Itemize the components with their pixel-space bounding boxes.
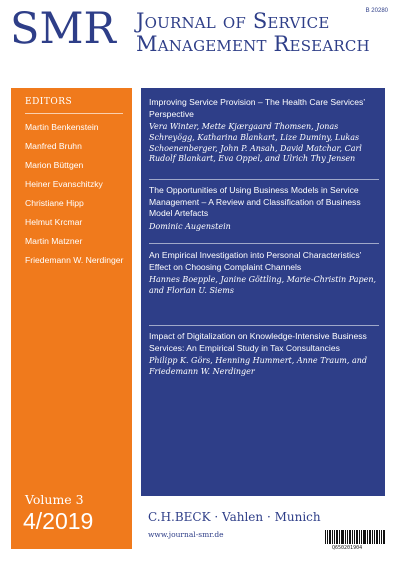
article-authors: Vera Winter, Mette Kjærgaard Thomsen, Jonas Schreyögg, Katharina Blankart, Lize Duminy, Lukas Schoenenberger, John P. Ansah, David Matchar, Carl Rudolf Blankart, Eva Oppel, and Ulrich Thy Jensen [149, 122, 362, 164]
article-title: The Opportunities of Using Business Models in Service Management – A Review and Classification of Business Model Artefacts [149, 185, 361, 218]
editors-list [25, 122, 129, 274]
article-entry [149, 97, 379, 165]
barcode-number: Q650201904 [332, 545, 363, 551]
article-entry [149, 185, 379, 232]
journal-title-line-1: Journal of Service [136, 9, 330, 33]
editor-name: Christiane Hipp [25, 198, 84, 208]
volume-label: Volume 3 [25, 492, 84, 507]
article-divider [149, 243, 379, 244]
editors-divider [25, 113, 123, 114]
issn-code: B 20280 [365, 8, 388, 14]
editors-panel [11, 88, 132, 549]
masthead [0, 0, 400, 88]
publisher-name: C.H.BECK · Vahlen · Munich [148, 510, 321, 524]
article-entry [149, 331, 379, 378]
editor-name: Martin Benkenstein [25, 122, 99, 132]
article-title: An Empirical Investigation into Personal Characteristics’ Effect on Choosing Complaint Channels [149, 250, 362, 272]
editors-heading: EDITORS [25, 97, 73, 107]
article-title: Impact of Digitalization on Knowledge-Intensive Business Services: An Empirical Study in Tax Consultancies [149, 331, 367, 353]
issue-number: 4/2019 [23, 508, 94, 534]
article-divider [149, 325, 379, 326]
article-divider [149, 179, 379, 180]
editor-name: Friedemann W. Nerdinger [25, 255, 124, 265]
editor-name: Martin Matzner [25, 236, 83, 246]
editor-name: Helmut Krcmar [25, 217, 83, 227]
journal-logo: SMR [10, 4, 116, 54]
articles-panel [141, 88, 385, 496]
editor-name: Manfred Bruhn [25, 141, 82, 151]
barcode-icon [325, 530, 385, 544]
article-entry [149, 250, 379, 297]
article-authors: Hannes Boepple, Janine Göttling, Marie-Christin Papen, and Florian U. Siems [149, 275, 377, 295]
journal-website: www.journal-smr.de [148, 530, 224, 539]
editor-name: Heiner Evanschitzky [25, 179, 103, 189]
journal-title-line-2: Management Research [136, 32, 370, 56]
article-title: Improving Service Provision – The Health Care Services’ Perspective [149, 97, 365, 119]
article-authors: Dominic Augenstein [149, 221, 231, 231]
editor-name: Marion Büttgen [25, 160, 84, 170]
journal-title [136, 10, 370, 56]
article-authors: Philipp K. Görs, Henning Hummert, Anne Traum, and Friedemann W. Nerdinger [149, 356, 367, 376]
